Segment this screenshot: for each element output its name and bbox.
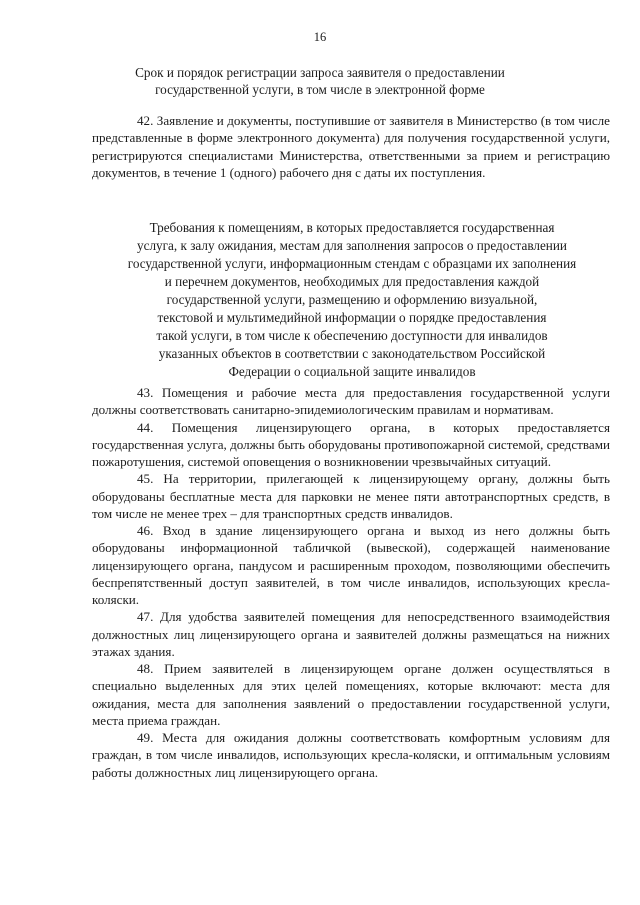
heading-line: текстовой и мультимедийной информации о порядке предоставления <box>157 310 547 325</box>
paragraph-45: 45. На территории, прилегающей к лицензирующему органу, должны быть оборудованы бесплатные места для парковки не менее пяти автотранспортных средств, в том числе не менее трех – для транспортных средств инвалидов. <box>92 471 610 521</box>
heading-line: такой услуги, в том числе к обеспечению доступности для инвалидов <box>156 328 548 343</box>
heading-line: указанных объектов в соответствии с законодательством Российской <box>158 346 546 361</box>
section-heading-registration <box>110 64 530 98</box>
heading-line: Требования к помещениям, в которых предоставляется государственная <box>149 220 555 235</box>
paragraph-46: 46. Вход в здание лицензирующего органа и выход из него должны быть оборудованы информационной табличкой (вывеской), содержащей наименование лицензирующего органа, пандусом и расширенным проходом, позволяющими обеспечить беспрепятственный доступ заявителей, в том числе инвалидов, использующих кресла-коляски. <box>92 523 610 607</box>
heading-line: государственной услуги, размещению и оформлению визуальной, <box>166 292 538 307</box>
paragraph-49: 49. Места для ожидания должны соответствовать комфортным условиям для граждан, в том числе инвалидов, использующих кресла-коляски, и оптимальным условиям работы должностных лиц лицензирующего органа. <box>92 730 610 780</box>
heading-line: государственной услуги, информационным стендам с образцами их заполнения <box>127 256 577 271</box>
section-heading-premises <box>92 219 612 381</box>
heading-line: и перечнем документов, необходимых для предоставления каждой <box>164 274 540 289</box>
paragraph-48: 48. Прием заявителей в лицензирующем органе должен осуществляться в специально выделенных для этих целей помещениях, которые включают: места для ожидания, места для заполнения заявлений о предоставлении государственной услуги, места приема граждан. <box>92 661 610 728</box>
heading-line: государственной услуги, в том числе в электронной форме <box>155 82 485 97</box>
paragraphs-block <box>92 384 610 781</box>
heading-line: Срок и порядок регистрации запроса заявителя о предоставлении <box>135 65 505 80</box>
paragraph-44: 44. Помещения лицензирующего органа, в которых предоставляется государственная услуга, должны быть оборудованы противопожарной системой, средствами пожаротушения, системой оповещения о возникновении чрезвычайных ситуаций. <box>92 419 610 469</box>
heading-line: Федерации о социальной защите инвалидов <box>228 364 476 379</box>
page-number: 16 <box>313 30 327 44</box>
heading-line: услуга, к залу ожидания, местам для заполнения запросов о предоставлении <box>137 238 567 253</box>
paragraph-43: 43. Помещения и рабочие места для предоставления государственной услуги должны соответствовать санитарно-эпидемиологическим правилам и нормативам. <box>92 385 610 418</box>
paragraph-42: 42. Заявление и документы, поступившие от заявителя в Министерство (в том числе представленные в форме электронного документа) для получения государственной услуги, регистрируются специалистами Министерства, ответственными за прием и регистрацию документов, в течение 1 (одного) рабочего дня с даты их поступления. <box>92 113 610 181</box>
paragraph-47: 47. Для удобства заявителей помещения для непосредственного взаимодействия должностных лиц лицензирующего органа и заявителей должны размещаться на нижних этажах здания. <box>92 609 610 659</box>
